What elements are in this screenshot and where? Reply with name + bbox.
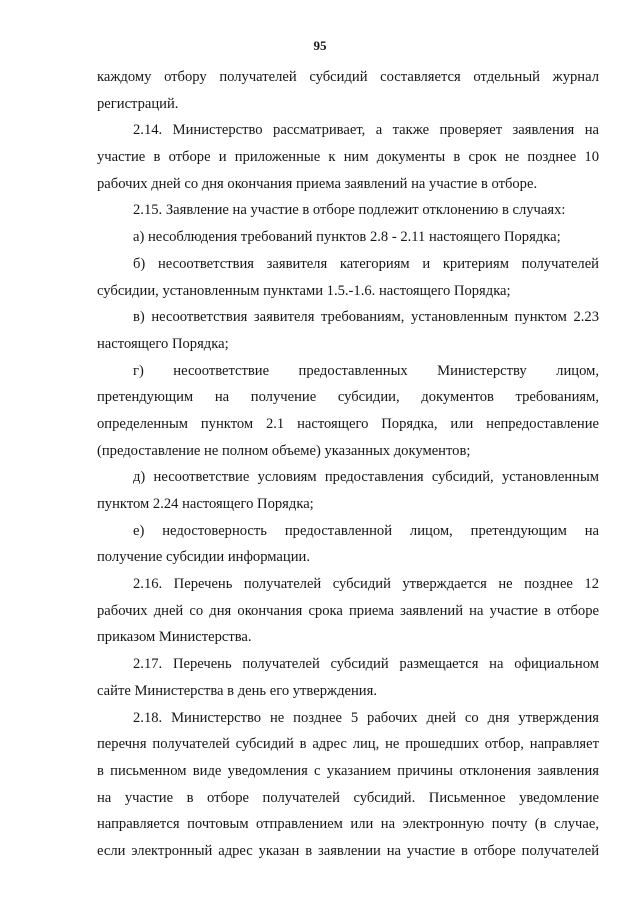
paragraph-p-2-14 (97, 117, 599, 197)
text-line: г) несоответствие предоставленных Министерству лицом, (133, 362, 599, 379)
text-line: приказом Министерства. (97, 629, 252, 646)
text-line: перечня получателей субсидий в адрес лиц, не прошедших отбор, направляет (97, 736, 599, 753)
text-line: если электронный адрес указан в заявлении на участие в отборе получателей (97, 842, 599, 859)
text-line: рабочих дней со дня окончания приема заявлений на участие в отборе. (97, 175, 538, 192)
text-line: субсидии, установленным пунктами 1.5.-1.6. настоящего Порядка; (97, 282, 511, 299)
text-line: 2.15. Заявление на участие в отборе подлежит отклонению в случаях: (133, 202, 566, 219)
text-line: (предоставление не полном объеме) указанных документов; (97, 442, 471, 459)
text-line: в) несоответствия заявителя требованиям, установленным пунктом 2.23 (133, 309, 599, 326)
text-line: рабочих дней со дня окончания срока приема заявлений на участие в отборе (97, 602, 599, 619)
paragraph-p-2-15-a (97, 224, 599, 251)
text-line: д) несоответствие условиям предоставления субсидий, установленным (133, 469, 599, 486)
text-line: участие в отборе и приложенные к ним документы в срок не позднее 10 (97, 149, 599, 166)
text-line: а) несоблюдения требований пунктов 2.8 - 2.11 настоящего Порядка; (133, 229, 561, 246)
paragraph-p-2-16 (97, 571, 599, 651)
paragraph-p-cont (97, 64, 599, 117)
page-number: 95 (313, 38, 327, 53)
text-line: направляется почтовым отправлением или на электронную почту (в случае, (97, 816, 599, 833)
document-body (97, 64, 599, 865)
text-line: сайте Министерства в день его утверждения. (97, 682, 377, 699)
text-line: 2.16. Перечень получателей субсидий утверждается не позднее 12 (133, 576, 599, 593)
text-line: определенным пунктом 2.1 настоящего Порядка, или непредоставление (97, 415, 599, 432)
text-line: претендующим на получение субсидии, документов требованиям, (97, 389, 599, 406)
text-line: регистраций. (97, 95, 179, 112)
paragraph-p-2-18 (97, 705, 599, 865)
text-line: е) недостоверность предоставленной лицом, претендующим на (133, 522, 599, 539)
paragraph-p-2-15-b (97, 251, 599, 304)
text-line: на участие в отборе получателей субсидий. Письменное уведомление (97, 789, 599, 806)
paragraph-p-2-15-e (97, 518, 599, 571)
text-line: 2.18. Министерство не позднее 5 рабочих дней со дня утверждения (133, 709, 599, 726)
text-line: б) несоответствия заявителя категориям и критериям получателей (133, 255, 599, 272)
paragraph-p-2-15-v (97, 304, 599, 357)
text-line: получение субсидии информации. (97, 549, 310, 566)
text-line: в письменном виде уведомления с указанием причины отклонения заявления (97, 762, 599, 779)
text-line: настоящего Порядка; (97, 335, 229, 352)
paragraph-p-2-15 (97, 197, 599, 224)
text-line: пунктом 2.24 настоящего Порядка; (97, 496, 314, 512)
text-line: каждому отбору получателей субсидий составляется отдельный журнал (97, 69, 599, 85)
text-line: 2.14. Министерство рассматривает, а также проверяет заявления на (133, 122, 599, 139)
paragraph-p-2-17 (97, 651, 599, 704)
text-line: 2.17. Перечень получателей субсидий размещается на официальном (133, 656, 599, 673)
paragraph-p-2-15-g (97, 358, 599, 465)
paragraph-p-2-15-d (97, 464, 599, 517)
